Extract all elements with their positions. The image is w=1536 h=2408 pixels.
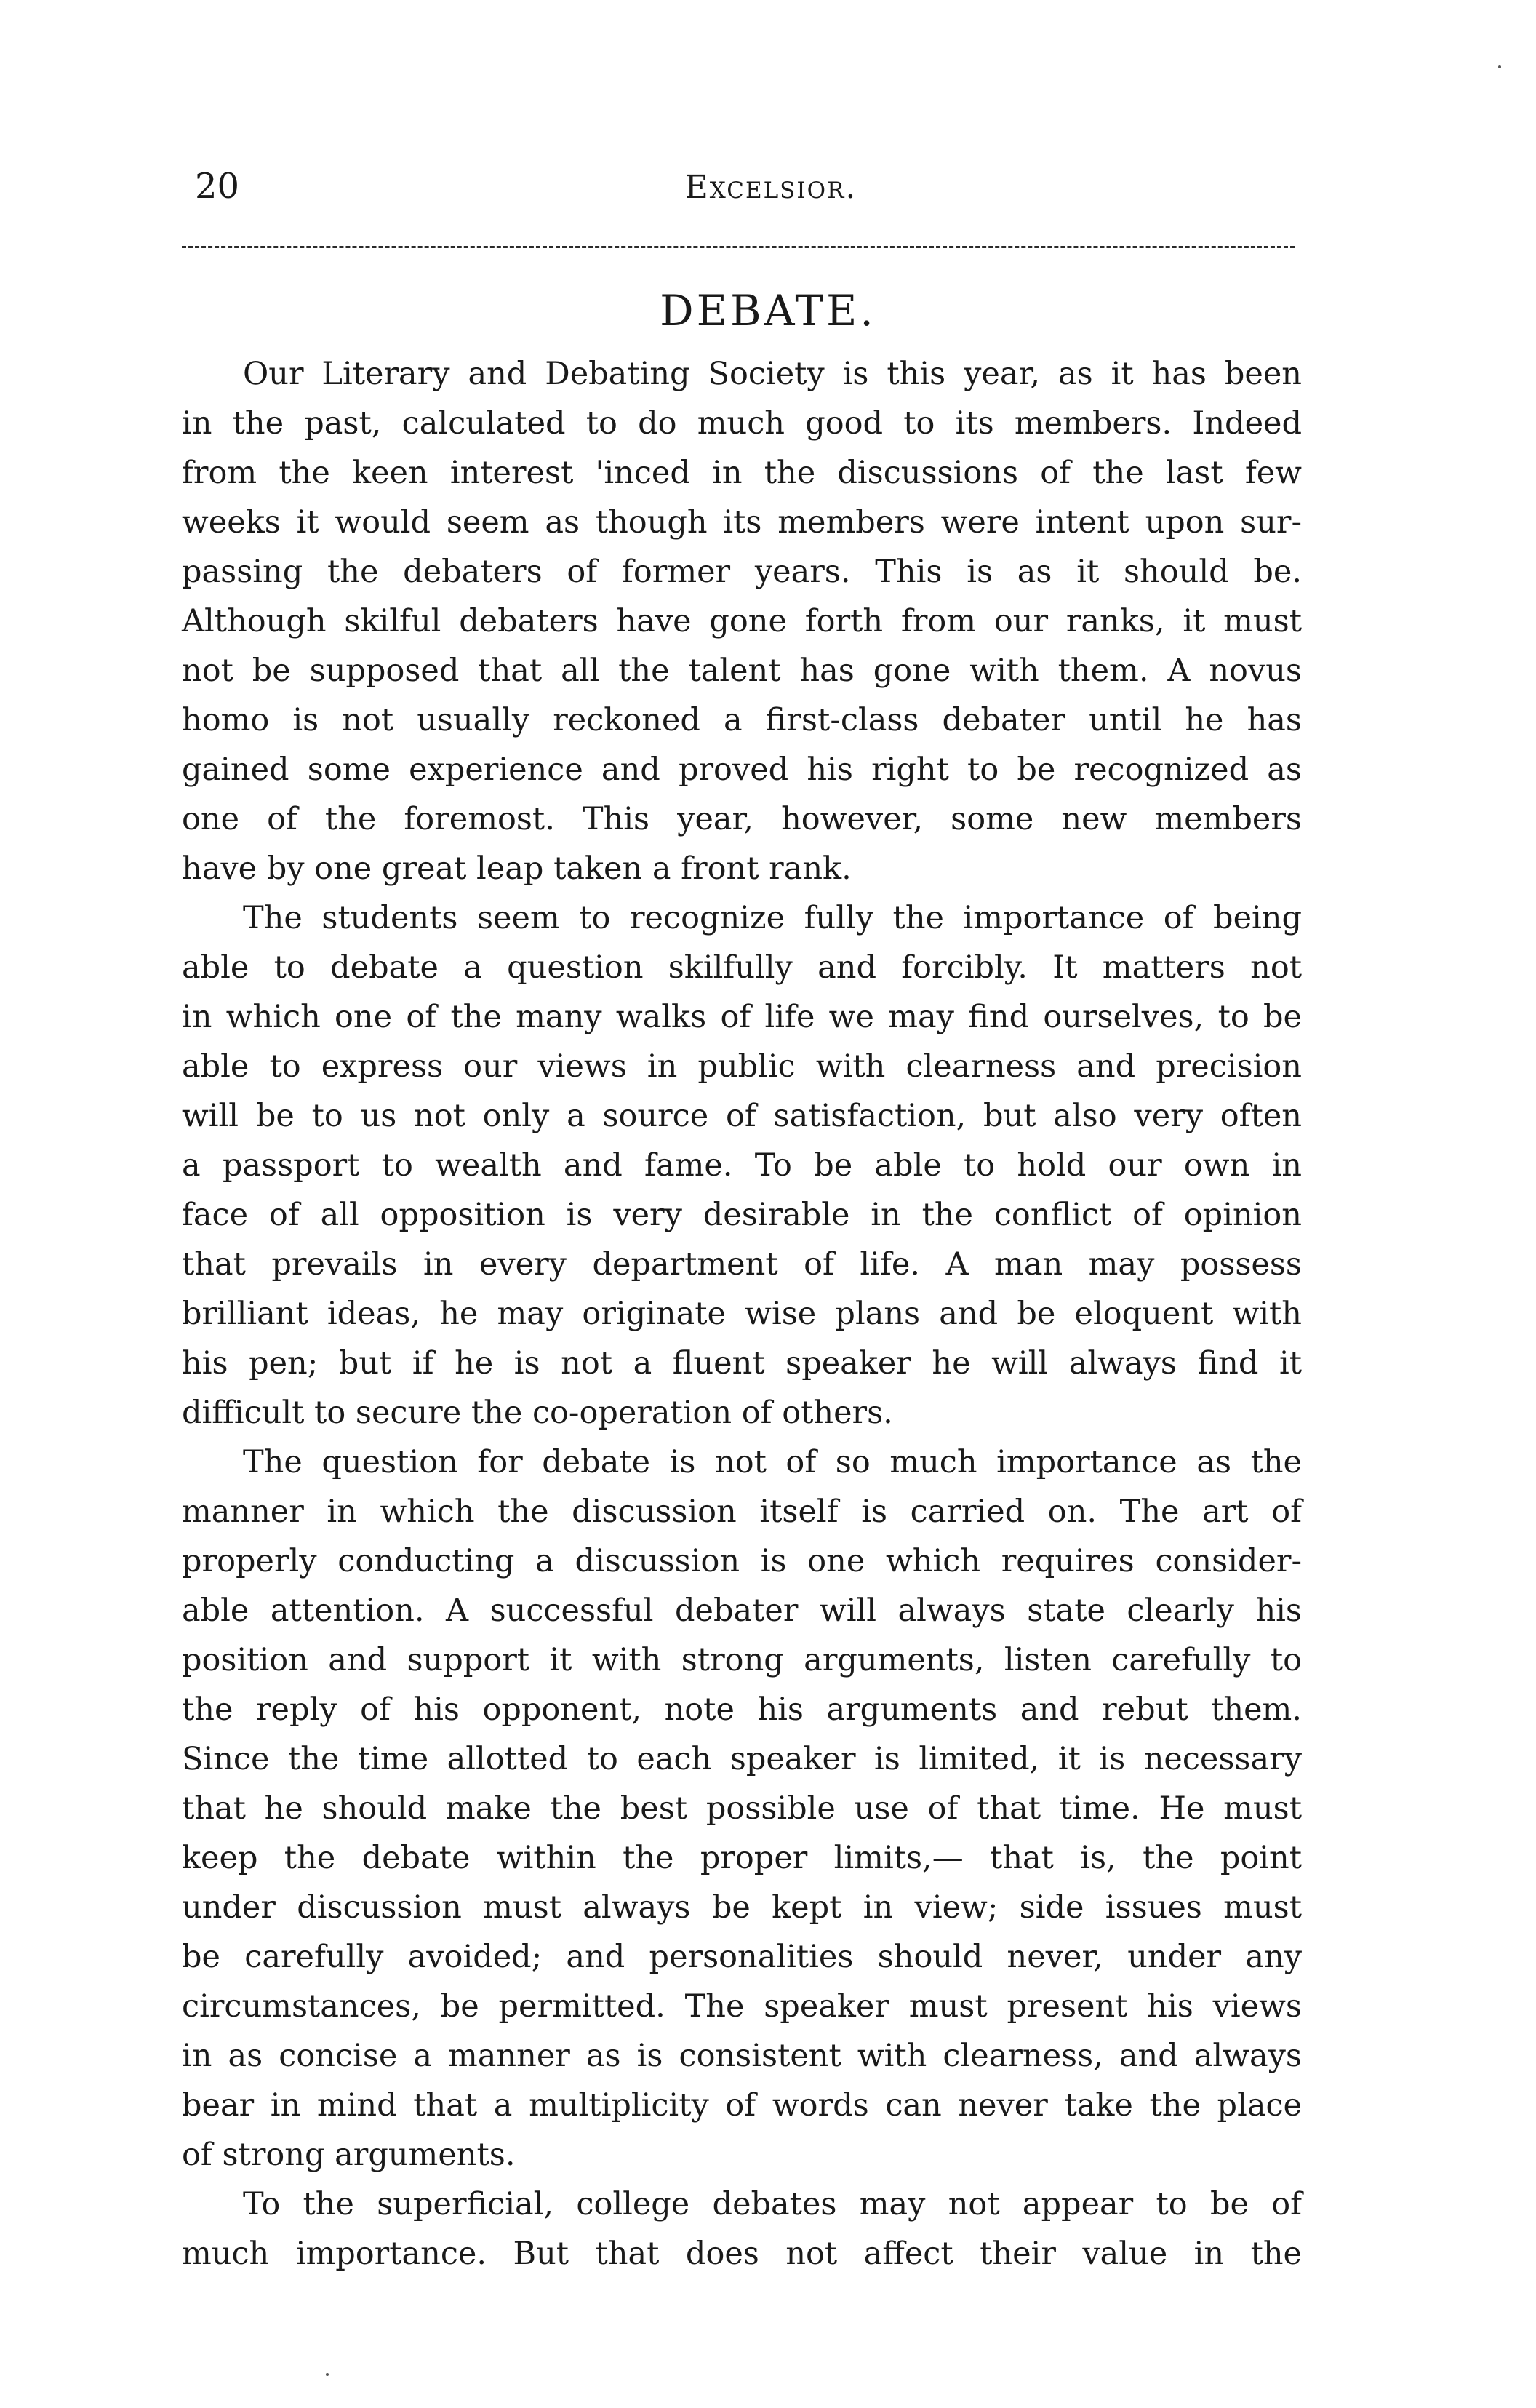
- text-line: not be supposed that all the talent has gone with them. A novus: [182, 653, 1302, 689]
- text-line: gained some experience and proved his right to be recognized as: [182, 751, 1302, 788]
- running-title: Excelsior.: [684, 169, 857, 206]
- text-line: one of the foremost. This year, however, some new members: [182, 801, 1302, 837]
- text-line: The question for debate is not of so much importance as the: [243, 1444, 1302, 1480]
- text-line: passing the debaters of former years. This is as it should be.: [182, 554, 1302, 590]
- text-line: weeks it would seem as though its members were intent upon sur-: [182, 504, 1302, 541]
- text-line: keep the debate within the proper limits,— that is, the point: [182, 1840, 1302, 1876]
- text-line: in which one of the many walks of life we may find ourselves, to be: [182, 999, 1302, 1035]
- header-rule: [182, 246, 1295, 248]
- paper-speck: [326, 2373, 329, 2376]
- text-line: able to express our views in public with clearness and precision: [182, 1048, 1302, 1085]
- text-line: able to debate a question skilfully and forcibly. It matters not: [182, 949, 1302, 986]
- text-line: be carefully avoided; and personalities should never, under any: [182, 1939, 1302, 1975]
- text-line: To the superficial, college debates may not appear to be of: [243, 2186, 1302, 2222]
- text-line: position and support it with strong arguments, listen carefully to: [182, 1642, 1302, 1678]
- text-line: a passport to wealth and fame. To be able to hold our own in: [182, 1147, 1302, 1184]
- text-line: that prevails in every department of life. A man may possess: [182, 1246, 1302, 1283]
- text-line: homo is not usually reckoned a first-class debater until he has: [182, 702, 1302, 738]
- text-line: face of all opposition is very desirable in the conflict of opinion: [182, 1197, 1302, 1233]
- text-line: in as concise a manner as is consistent with clearness, and always: [182, 2038, 1302, 2074]
- text-line: in the past, calculated to do much good to its members. Indeed: [182, 405, 1302, 442]
- text-line: from the keen interest 'inced in the discussions of the last few: [182, 455, 1302, 491]
- text-line: manner in which the discussion itself is carried on. The art of: [182, 1494, 1302, 1530]
- text-line: difficult to secure the co-operation of others.: [182, 1395, 893, 1431]
- paper-speck: [1498, 65, 1501, 68]
- text-line: his pen; but if he is not a fluent speaker he will always find it: [182, 1345, 1302, 1382]
- text-line: circumstances, be permitted. The speaker must present his views: [182, 1988, 1302, 2025]
- text-line: Although skilful debaters have gone forth from our ranks, it must: [182, 603, 1302, 639]
- section-title: DEBATE.: [660, 286, 876, 335]
- text-line: of strong arguments.: [182, 2137, 516, 2173]
- text-line: will be to us not only a source of satisfaction, but also very often: [182, 1098, 1302, 1134]
- text-line: able attention. A successful debater will always state clearly his: [182, 1592, 1302, 1629]
- article-body: [182, 349, 1302, 2279]
- text-line: properly conducting a discussion is one which requires consider-: [182, 1543, 1302, 1579]
- text-line: that he should make the best possible use of that time. He must: [182, 1790, 1302, 1827]
- text-line: bear in mind that a multiplicity of words can never take the place: [182, 2087, 1302, 2124]
- text-line: brilliant ideas, he may originate wise plans and be eloquent with: [182, 1296, 1302, 1332]
- text-line: The students seem to recognize fully the importance of being: [243, 900, 1302, 936]
- page-number: 20: [195, 166, 240, 207]
- text-line: Our Literary and Debating Society is this year, as it has been: [243, 356, 1302, 392]
- text-line: much importance. But that does not affect their value in the: [182, 2236, 1302, 2272]
- text-line: Since the time allotted to each speaker is limited, it is necessary: [182, 1741, 1302, 1777]
- text-line: under discussion must always be kept in view; side issues must: [182, 1889, 1302, 1926]
- text-line: the reply of his opponent, note his arguments and rebut them.: [182, 1691, 1302, 1728]
- text-line: have by one great leap taken a front rank.: [182, 850, 852, 887]
